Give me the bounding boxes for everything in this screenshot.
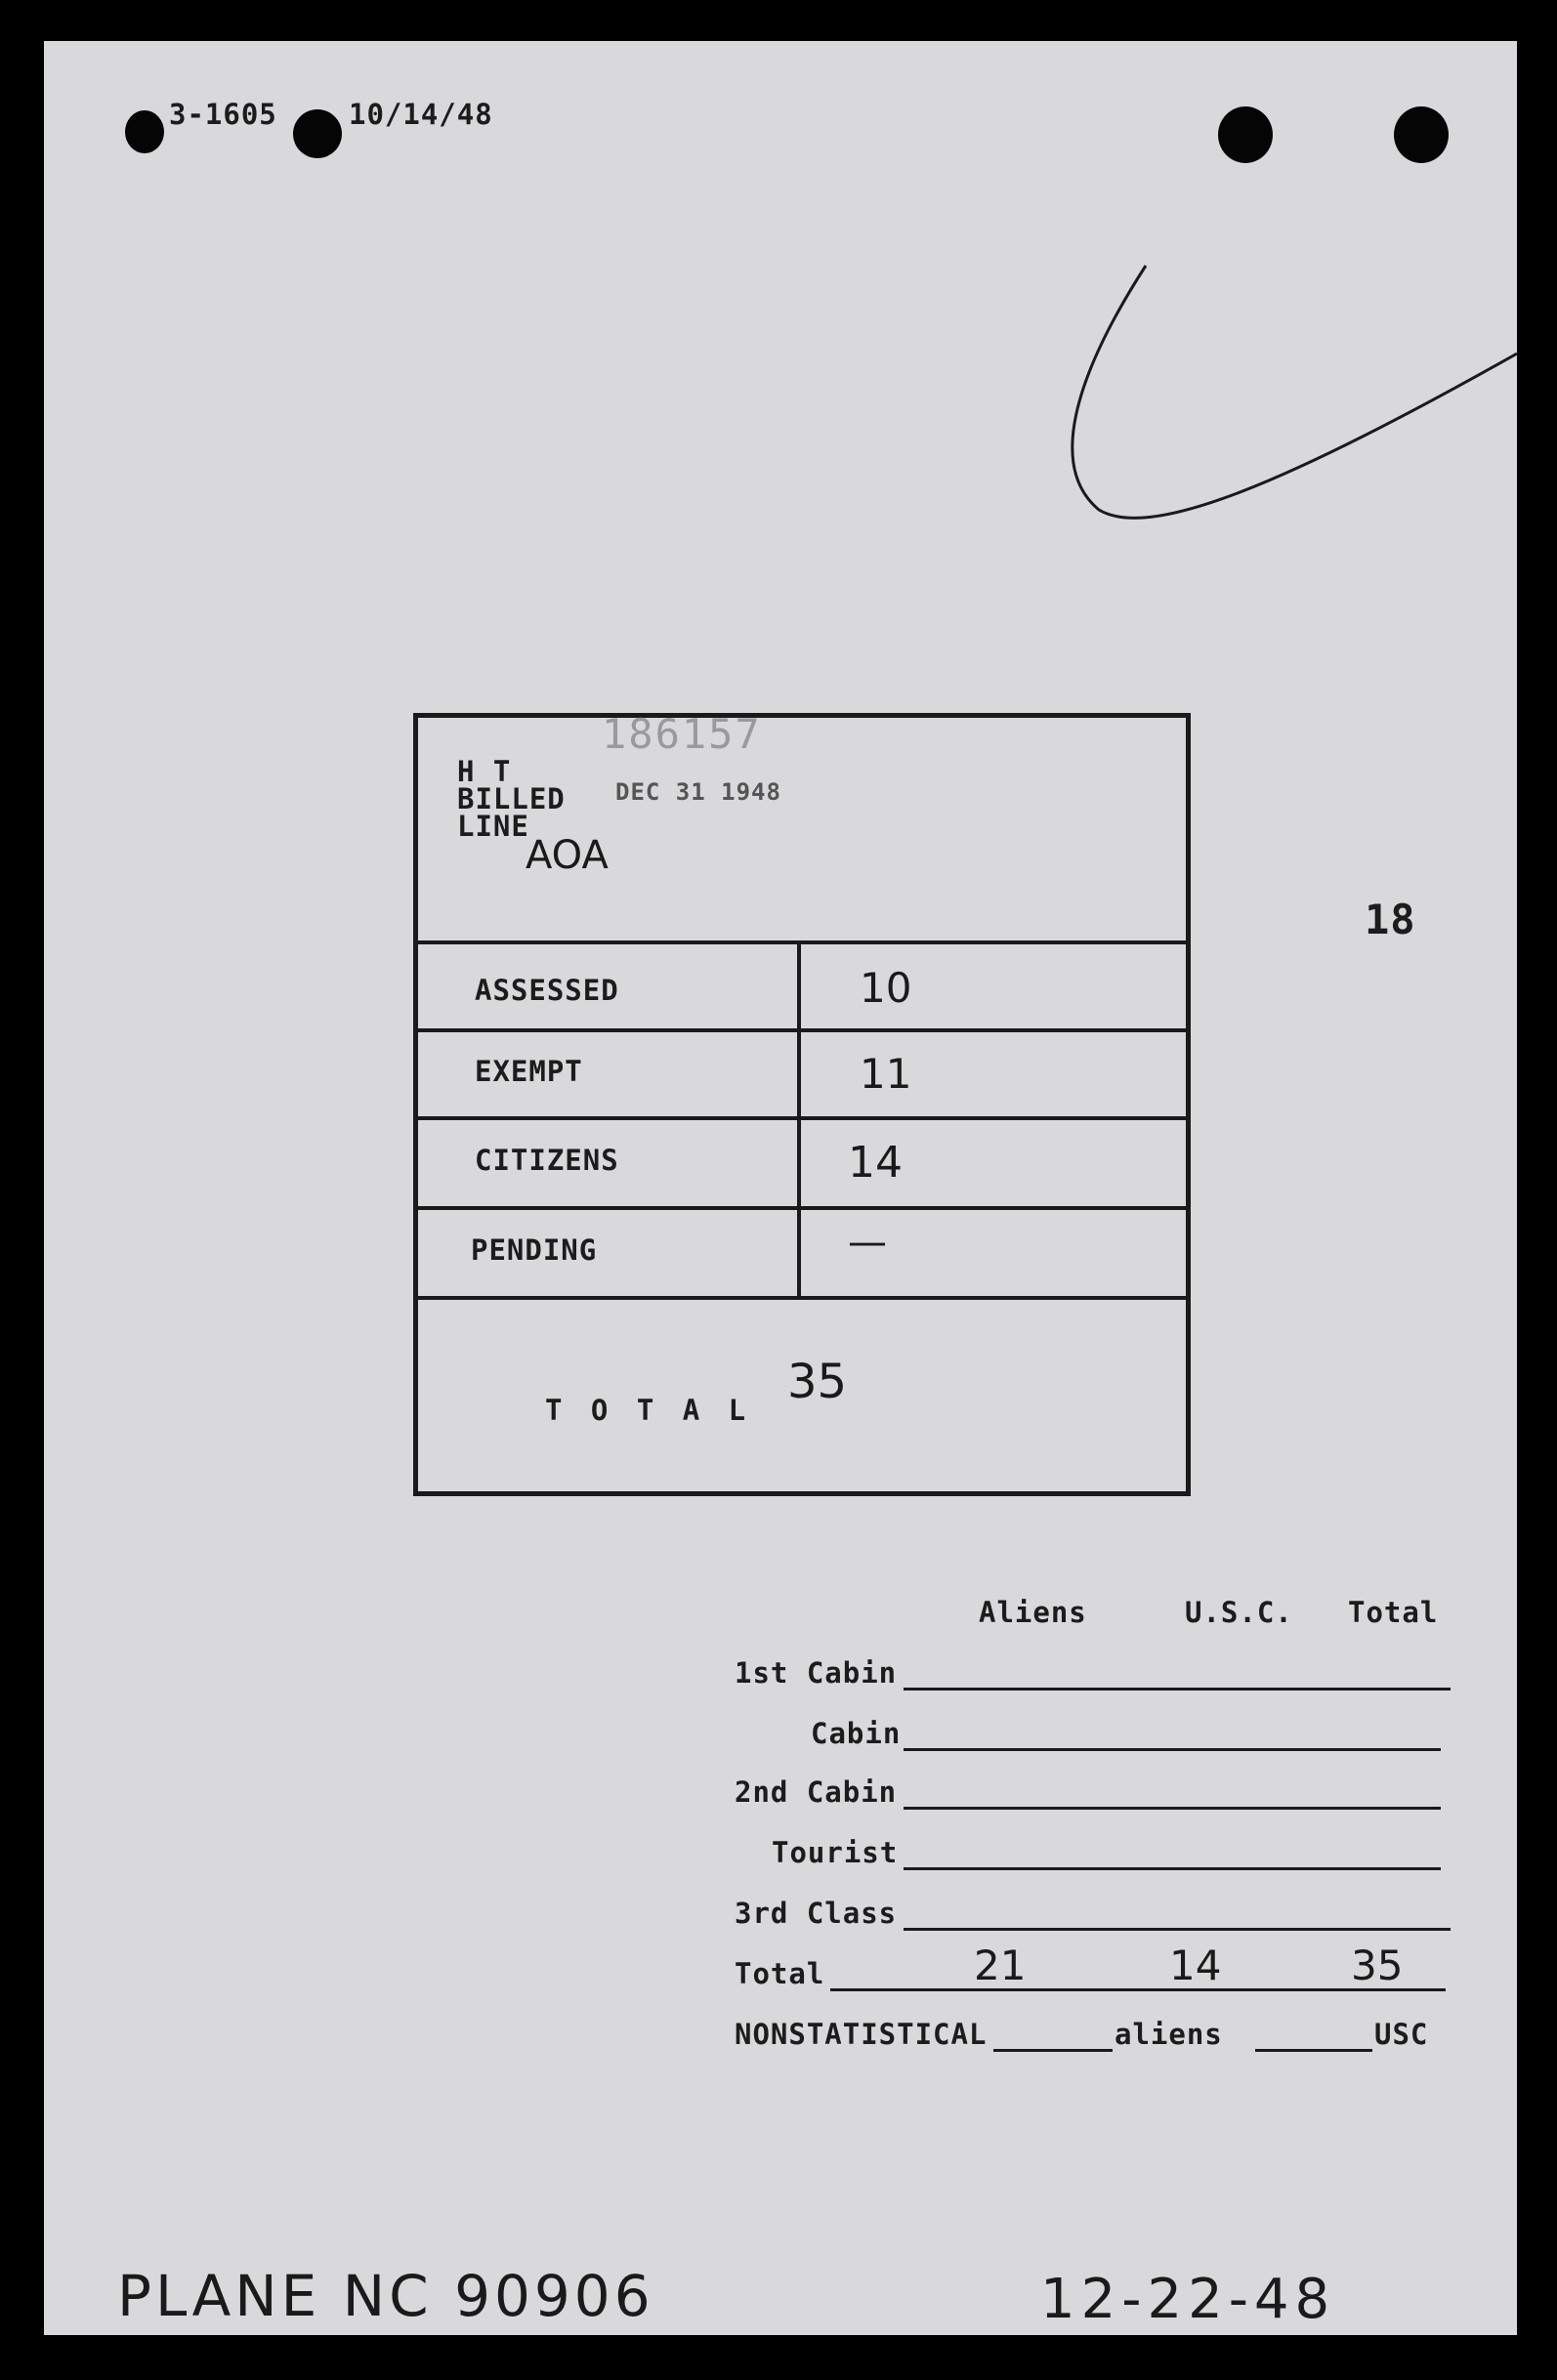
total-usc-value: 14	[1169, 1942, 1222, 1989]
aliens-line	[1255, 2049, 1372, 2052]
row-line-cabin	[904, 1748, 1441, 1751]
line-label: LINE	[457, 810, 529, 843]
date-note: 12-22-48	[1040, 2268, 1336, 2331]
row-label-total: Total	[735, 1957, 825, 1990]
row-divider-2	[418, 1028, 1186, 1032]
billing-box	[413, 710, 1191, 1496]
pending-value: —	[848, 1220, 887, 1265]
row-line-3rd-class	[904, 1928, 1451, 1931]
row-line-tourist	[904, 1867, 1441, 1870]
assessed-label: ASSESSED	[475, 974, 619, 1007]
col-header-total: Total	[1348, 1596, 1439, 1629]
row-divider-5	[418, 1296, 1186, 1300]
punch-hole-left-2	[293, 109, 342, 158]
row-divider-4	[418, 1206, 1186, 1210]
punch-hole-right-2	[1394, 106, 1449, 163]
stamp-date: DEC 31 1948	[615, 778, 781, 806]
punch-hole-left-1	[125, 110, 164, 153]
citizens-value: 14	[848, 1138, 903, 1188]
aliens-label: aliens	[1115, 2018, 1223, 2051]
plane-note: PLANE NC 90906	[117, 2263, 654, 2329]
total-aliens-value: 21	[974, 1942, 1027, 1989]
usc-label: USC	[1374, 2018, 1429, 2051]
assessed-value: 10	[860, 964, 912, 1012]
col-header-aliens: Aliens	[979, 1596, 1087, 1629]
row-label-cabin: Cabin	[811, 1717, 902, 1750]
check-mark-icon	[1021, 217, 1517, 549]
total-total-value: 35	[1351, 1942, 1404, 1989]
billed-label: BILLED	[457, 782, 566, 815]
line-value: AOA	[526, 833, 609, 878]
row-line-2nd-cabin	[904, 1807, 1441, 1810]
col-header-usc: U.S.C.	[1185, 1596, 1293, 1629]
form-number: 3-1605	[169, 98, 277, 131]
exempt-label: EXEMPT	[475, 1055, 583, 1088]
row-divider-1	[418, 940, 1186, 944]
column-divider	[797, 940, 801, 1296]
total-value: 35	[787, 1355, 848, 1409]
page-number: 18	[1365, 896, 1416, 943]
pending-label: PENDING	[471, 1233, 598, 1267]
row-divider-3	[418, 1116, 1186, 1120]
header-date: 10/14/48	[349, 98, 493, 131]
citizens-label: CITIZENS	[475, 1144, 619, 1177]
total-label: T O T A L	[545, 1394, 752, 1427]
ht-label: H T	[457, 755, 512, 788]
nonstatistical-line	[993, 2049, 1113, 2052]
row-label-3rd-class: 3rd Class	[735, 1897, 898, 1930]
row-line-1st-cabin	[904, 1688, 1451, 1691]
document-card	[44, 41, 1517, 2335]
punch-hole-right-1	[1218, 106, 1273, 163]
row-label-1st-cabin: 1st Cabin	[735, 1656, 898, 1690]
nonstatistical-label: NONSTATISTICAL	[735, 2018, 988, 2051]
stamp-number: 186157	[602, 710, 762, 758]
exempt-value: 11	[860, 1050, 912, 1098]
row-label-2nd-cabin: 2nd Cabin	[735, 1775, 898, 1809]
row-label-tourist: Tourist	[772, 1836, 899, 1869]
